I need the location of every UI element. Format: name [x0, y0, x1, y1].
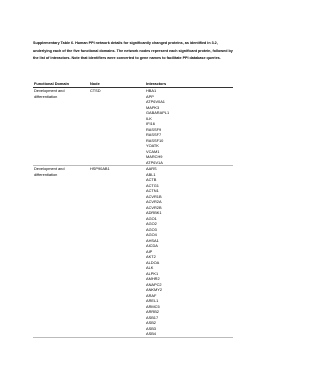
interactor-item: ATP6V0A1: [146, 99, 165, 104]
functional-domain-cell: [33, 88, 89, 165]
interactor-item: ATP6V1A: [146, 159, 163, 165]
interactor-item: AMHR2: [146, 276, 160, 281]
interactor-item: ILK: [146, 115, 152, 121]
header-node: Node: [90, 81, 100, 86]
interactor-item: MAPK3: [146, 104, 160, 110]
interactor-item: ACVR2A: [146, 199, 162, 204]
ppi-table: [33, 81, 233, 338]
table-body: [33, 88, 233, 338]
interactor-item: AICDA: [146, 243, 158, 248]
interactor-item: ARMC5: [146, 303, 160, 309]
interactor-item: ARRB2: [146, 309, 159, 314]
interactor-item: ANAPC2: [146, 281, 162, 287]
interactor-item: ALPK1: [146, 270, 159, 276]
interactor-item: ALDOA: [146, 259, 160, 265]
interactor-item: ACVR2B: [146, 204, 162, 210]
node-cell: [89, 88, 145, 165]
interactor-item: ACTN1: [146, 188, 159, 193]
table-row: [33, 166, 233, 338]
interactor-item: ASB4: [146, 331, 156, 336]
interactor-item: AGO2: [146, 221, 157, 226]
interactor-item: APP: [146, 93, 154, 99]
node-cell: [89, 166, 145, 337]
functional-domain-text: Development and: [34, 166, 65, 171]
interactor-item: MARCH9: [146, 154, 163, 159]
header-functional-domain: Functional Domain: [34, 81, 70, 86]
table-header-row: [33, 81, 233, 88]
interactor-item: ASB2: [146, 320, 156, 325]
interactor-item: YOATK: [146, 143, 159, 148]
interactor-item: AGO3: [146, 226, 157, 232]
interactor-item: ASB17: [146, 314, 159, 320]
functional-domain-text: Development and: [34, 88, 65, 93]
functional-domain-text: differentiation: [34, 93, 58, 99]
interactor-item: AGO1: [146, 215, 157, 221]
node-text: HSP90AB1: [90, 166, 110, 171]
interactor-item: IFI16: [146, 121, 155, 126]
node-text: CTSD: [90, 88, 101, 93]
interactor-item: AARS: [146, 166, 157, 171]
interactor-item: ALK: [146, 265, 154, 270]
interactor-item: ASB3: [146, 325, 156, 331]
functional-domain-cell: [33, 166, 89, 337]
functional-domain-text: differentiation: [34, 171, 58, 177]
header-interactors: Interactors: [146, 81, 167, 86]
interactor-item: ACVR1B: [146, 193, 162, 199]
interactor-item: AIP: [146, 248, 153, 254]
interactor-item: HBA1: [146, 88, 157, 93]
interactor-item: AGO4: [146, 232, 157, 237]
interactor-item: RASSF7: [146, 132, 162, 137]
interactor-item: RASSF10: [146, 137, 164, 143]
interactor-item: ACTG1: [146, 182, 159, 188]
table-row: [33, 88, 233, 166]
interactors-cell: [145, 88, 233, 165]
interactor-item: ACTB: [146, 177, 157, 182]
interactor-item: AREL1: [146, 298, 159, 303]
interactor-item: AHSA1: [146, 237, 159, 243]
interactor-item: ARAF: [146, 292, 157, 298]
interactor-item: VCAM1: [146, 148, 160, 154]
table-caption: Supplementary Table 6. Human PPI network details for significantly changed proteins, as identified in 3.2, underlying each of the five functional domains. The network nodes represent each significant protein, followed by the list of interactors. Note that identifiers were converted to gene names to facilitate PPI database queries.: [33, 41, 233, 61]
interactor-item: RASSF9: [146, 126, 162, 132]
interactor-item: ABL1: [146, 171, 156, 177]
interactor-item: AKT2: [146, 254, 156, 259]
interactor-item: ANKMY2: [146, 287, 162, 292]
interactor-item: ADRBK1: [146, 210, 162, 215]
interactors-cell: [145, 166, 233, 337]
interactor-item: GABARAPL1: [146, 110, 170, 115]
